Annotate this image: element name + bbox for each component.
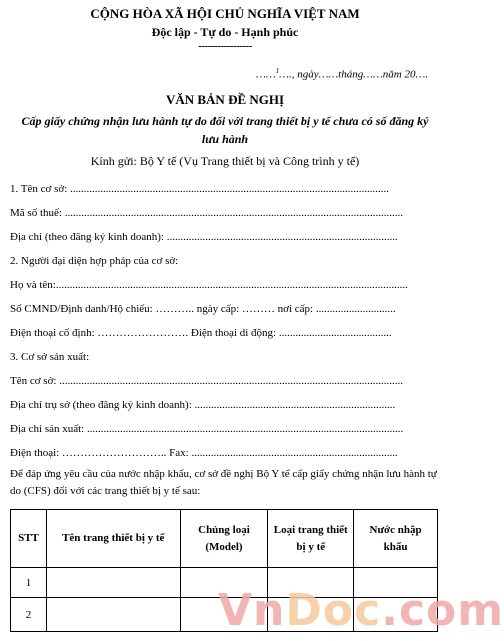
field-address: Địa chỉ (theo đăng ký kinh doanh): .................................................................................... [10, 231, 398, 243]
date-line [256, 67, 428, 81]
cell-device-name [46, 568, 180, 598]
recipient-line: Kính gửi: Bộ Y tế (Vụ Trang thiết bị và Công trình y tế) [90, 154, 360, 168]
country-name: CỘNG HÒA XÃ HỘI CHỦ NGHĨA VIỆT NAM [90, 6, 360, 21]
document-subtitle: Cấp giấy chứng nhận lưu hành tự do đối với trang thiết bị y tế chưa có số đăng ký lưu hành [21, 114, 429, 146]
date-text: …., ngày……tháng……năm 20…. [279, 68, 428, 81]
national-motto: Độc lập - Tự do - Hạnh phúc [151, 25, 299, 39]
header-import-country: Nước nhập khẩu [354, 510, 438, 568]
section-legal-representative: 2. Người đại diện hợp pháp của cơ sở: [10, 255, 179, 267]
watermark-part-doc: Doc [285, 585, 382, 636]
header-separator: ----------------- [198, 40, 252, 52]
cell-stt: 2 [11, 598, 47, 632]
field-phone: Điện thoại cố định: ……………………. Điện thoại di động: ......................................... [10, 327, 392, 339]
field-phone-fax: Điện thoại: ……………………….. Fax: ........................................................................... [10, 447, 398, 459]
header-device-type: Loại trang thiết bị y tế [268, 510, 354, 568]
footnote-marker: 1 [275, 67, 280, 75]
field-tax-code: Mã số thuế: ........................................................................................................................... [10, 207, 403, 219]
date-place: …… [256, 68, 276, 81]
section-manufacturer: 3. Cơ sở sản xuất: [10, 351, 90, 363]
watermark-part-vn: Vn [218, 585, 286, 636]
field-full-name: Họ và tên:................................................................................................................................ [10, 279, 408, 291]
field-head-office-address: Địa chỉ trụ sở (theo đăng ký kinh doanh): ......................................................................... [10, 399, 396, 411]
table-header-row [11, 510, 438, 568]
field-facility-name: 1. Tên cơ sở: .................................................................................................................... [10, 183, 390, 195]
header-model: Chủng loại (Model) [180, 510, 268, 568]
field-id-number: Số CMND/Định danh/Hộ chiếu: ……….. ngày cấp: ……… nơi cấp: ............................. [10, 303, 396, 315]
cell-stt: 1 [11, 568, 47, 598]
field-production-address: Địa chỉ sản xuất: ................................................................................................................... [10, 423, 404, 435]
field-manufacturer-name: Tên cơ sở: ............................................................................................................................. [10, 375, 403, 387]
request-paragraph: Để đáp ứng yêu cầu của nước nhập khẩu, cơ sở đề nghị Bộ Y tế cấp giấy chứng nhận lưu hành tự do (CFS) đối với các trang thiết bị y tế sau: [10, 468, 437, 497]
document-title: VĂN BẢN ĐỀ NGHỊ [165, 92, 285, 107]
header-stt: STT [11, 510, 47, 568]
header-device-name: Tên trang thiết bị y tế [46, 510, 180, 568]
vndoc-watermark [218, 585, 504, 636]
watermark-part-com: .com [381, 585, 504, 636]
cell-device-name [46, 598, 180, 632]
